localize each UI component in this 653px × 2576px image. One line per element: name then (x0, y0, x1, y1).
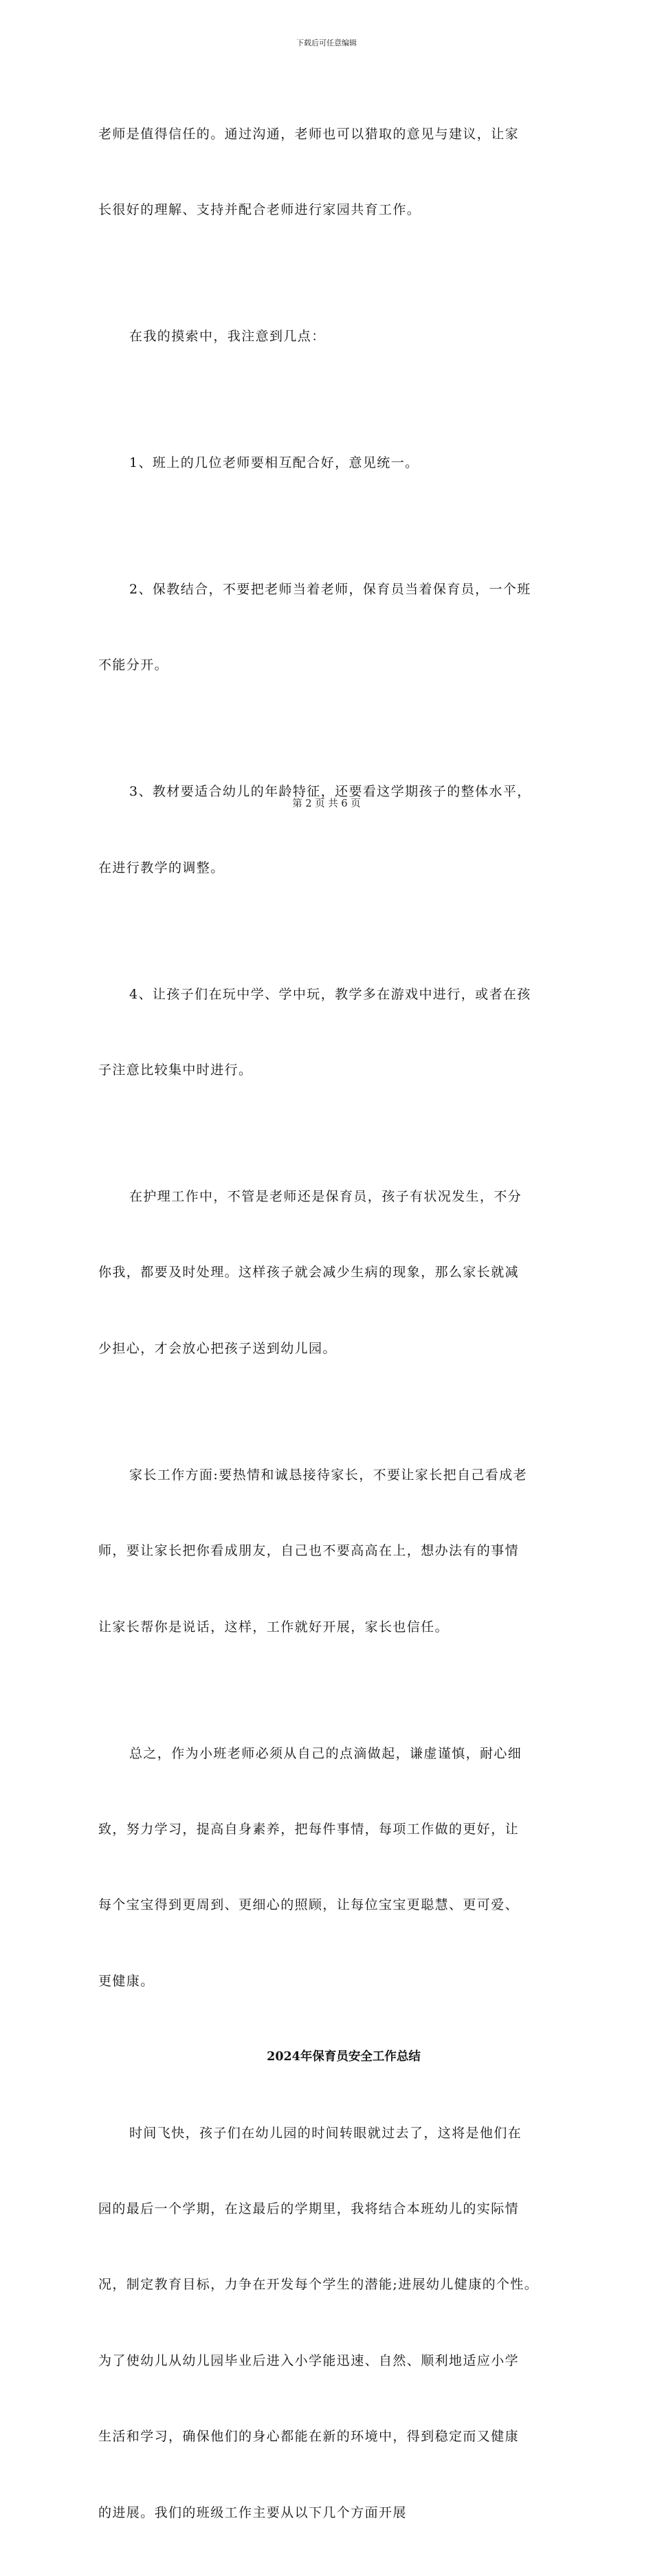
page-footer: 第 2 页 共 6 页 (292, 798, 361, 809)
paragraph-summary (98, 1690, 566, 2044)
text-line: 少担心，才会放心把孩子送到幼儿园。 (98, 1340, 337, 1356)
page-header: 下载后可任意编辑 (296, 39, 357, 47)
text-line: 不能分开。 (98, 657, 169, 673)
text-line: 致，努力学习，提高自身素养，把每件事情，每项工作做的更好，让 (98, 1821, 520, 1837)
text-line: 在我的摸索中，我注意到几点： (129, 328, 326, 344)
text-line: 老师是值得信任的。通过沟通，老师也可以猎取的意见与建议，让家 (98, 126, 520, 142)
text-line: 每个宝宝得到更周到、更细心的照顾，让每位宝宝更聪慧、更可爱、 (98, 1897, 520, 1913)
text-line: 1、班上的几位老师要相互配合好，意见统一。 (129, 455, 419, 470)
text-line: 园的最后一个学期，在这最后的学期里，我将结合本班幼儿的实际情 (98, 2201, 520, 2216)
document-body (98, 71, 566, 2576)
paragraph-intro-points (98, 273, 566, 400)
paragraph-point-4 (98, 931, 566, 1133)
text-line: 3、教材要适合幼儿的年龄特征，还要看这学期孩子的整体水平， (129, 784, 531, 800)
text-line: 况，制定教育目标，力争在开发每个学生的潜能;进展幼儿健康的个性。 (98, 2277, 539, 2293)
text-line: 生活和学习，确保他们的身心都能在新的环境中，得到稳定而又健康 (98, 2429, 520, 2445)
text-line: 总之，作为小班老师必须从自己的点滴做起，谦虚谨慎，耐心细 (129, 1745, 522, 1761)
section-title: 2024年保育员安全工作总结 (267, 2050, 421, 2064)
text-line: 2、保教结合，不要把老师当着老师，保育员当着保育员，一个班 (129, 581, 531, 597)
paragraph-point-1 (98, 400, 566, 526)
text-line: 家长工作方面:要热情和诚恳接待家长，不要让家长把自己看成老 (129, 1467, 528, 1483)
text-line: 在进行教学的调整。 (98, 860, 225, 875)
paragraph-parent-work (98, 1412, 566, 1690)
text-line: 为了使幼儿从幼儿园毕业后进入小学能迅速、自然、顺利地适应小学 (98, 2353, 520, 2368)
text-line: 4、让孩子们在玩中学、学中玩，教学多在游戏中进行，或者在孩 (129, 986, 531, 1002)
text-line: 师，要让家长把你看成朋友，自己也不要高高在上，想办法有的事情 (98, 1543, 520, 1559)
paragraph-section-body (98, 2070, 566, 2576)
text-line: 时间飞快，孩子们在幼儿园的时间转眼就过去了，这将是他们在 (129, 2125, 522, 2141)
paragraph-point-3 (98, 729, 566, 931)
text-line: 在护理工作中，不管是老师还是保育员，孩子有状况发生，不分 (129, 1189, 522, 1205)
text-line: 让家长帮你是说话，这样，工作就好开展，家长也信任。 (98, 1619, 450, 1635)
text-line: 子注意比较集中时进行。 (98, 1062, 253, 1078)
text-line: 的进展。我们的班级工作主要从以下几个方面开展 (98, 2504, 407, 2520)
text-line: 更健康。 (98, 1973, 155, 1989)
paragraph-continuation (98, 71, 566, 273)
text-line: 你我，都要及时处理。这样孩子就会减少生病的现象，那么家长就减 (98, 1265, 520, 1280)
text-line: 长很好的理解、支持并配合老师进行家园共育工作。 (98, 201, 421, 217)
paragraph-care-work (98, 1133, 566, 1412)
paragraph-point-2 (98, 526, 566, 728)
